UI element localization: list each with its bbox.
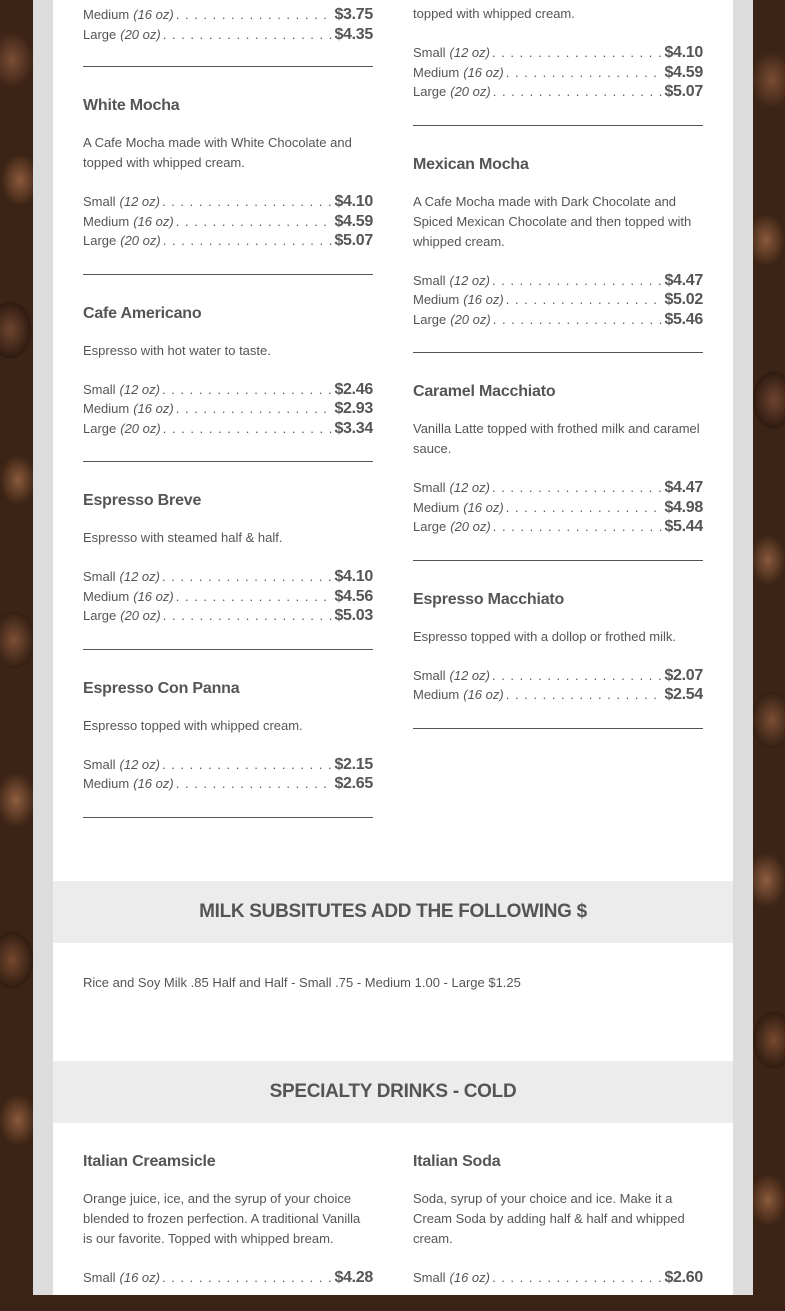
price-row: Small (16 oz) . . . $4.28: [83, 1269, 373, 1289]
price-amount: $2.46: [334, 380, 373, 398]
left-gutter: [33, 0, 53, 1295]
menu-item-title: Espresso Breve: [83, 492, 202, 509]
price-row: Small (12 oz) . . . $4.10: [83, 568, 373, 588]
price-row: Medium (16 oz) . . . $4.59: [83, 213, 373, 233]
price-row: Medium (16 oz) . . . $4.59: [413, 64, 703, 84]
price-amount: $4.35: [334, 25, 373, 43]
price-row: Large (20 oz) . . . $5.07: [83, 232, 373, 252]
menu-item-title: Espresso Macchiato: [413, 590, 565, 608]
menu-item-description: Espresso with hot water to taste.: [83, 342, 271, 358]
menu-item-title: White Mocha: [83, 97, 180, 114]
menu-item: [413, 591, 703, 729]
price-row: Large (20 oz) . . . $5.44: [413, 518, 703, 538]
milk-section-header: [53, 881, 733, 943]
price-amount: $2.60: [664, 1269, 703, 1286]
menu-item: [413, 1153, 703, 1311]
milk-section-text: Rice and Soy Milk .85 Half and Half - Small .75 - Medium 1.00 - Large $1.25: [83, 975, 521, 990]
price-row: Medium (16 oz) . . . $2.93: [83, 400, 373, 420]
price-amount: $4.10: [334, 568, 373, 585]
menu-item-description: topped with whipped cream.: [413, 6, 575, 21]
menu-column-left: [83, 6, 373, 818]
menu-item: [83, 97, 373, 275]
price-amount: $4.47: [664, 479, 703, 496]
price-row: Medium (16 oz) . . . $5.02: [413, 291, 703, 311]
price-row: Large (20 oz) . . . $5.03: [83, 607, 373, 627]
price-amount: $2.65: [334, 775, 373, 792]
menu-item-title: Caramel Macchiato: [413, 383, 556, 400]
price-amount: $5.02: [664, 291, 703, 308]
menu-item: [413, 383, 703, 561]
menu-column-right: [413, 6, 703, 729]
price-amount: $5.46: [664, 310, 703, 328]
menu-item: [83, 6, 373, 67]
menu-item: [83, 1153, 373, 1311]
price-amount: $5.03: [334, 607, 373, 624]
menu-item-description: Vanilla Latte topped with frothed milk and caramel sauce.: [413, 421, 700, 456]
price-amount: $4.10: [334, 193, 373, 210]
price-row: Small (16 oz) . . . $2.60: [413, 1269, 703, 1289]
price-amount: $2.54: [664, 686, 703, 703]
price-row: Medium (16 oz) . . . $3.75: [83, 6, 373, 26]
cold-column-right: [413, 1153, 703, 1311]
menu-item-description: Espresso with steamed half & half.: [83, 530, 283, 545]
cold-column-left: [83, 1153, 373, 1311]
cold-section-header: [53, 1061, 733, 1123]
menu-item-title: Italian Creamsicle: [83, 1153, 216, 1170]
menu-item: [413, 156, 703, 354]
price-amount: $2.93: [334, 400, 373, 417]
price-row: Medium (16 oz) . . . $2.54: [413, 686, 703, 706]
price-amount: $4.59: [334, 212, 373, 230]
price-amount: $3.75: [334, 6, 373, 23]
price-row: Small (12 oz) . . . $4.47: [413, 479, 703, 499]
price-amount: $4.10: [664, 44, 703, 61]
menu-item: [83, 305, 373, 463]
menu-item-title: Mexican Mocha: [413, 155, 529, 173]
price-amount: $3.34: [334, 419, 373, 437]
price-row: Medium (16 oz) . . . $4.98: [413, 499, 703, 519]
price-row: Large (20 oz) . . . $5.46: [413, 311, 703, 331]
price-amount: $4.98: [664, 498, 703, 516]
menu-item: [83, 492, 373, 650]
price-row: Medium (16 oz) . . . $4.56: [83, 588, 373, 608]
price-row: Small (12 oz) . . . $4.10: [83, 193, 373, 213]
price-amount: $4.56: [334, 587, 373, 605]
menu-item-title: Italian Soda: [413, 1153, 501, 1170]
menu-item-title: Cafe Americano: [83, 304, 202, 322]
price-amount: $2.15: [334, 755, 373, 773]
menu-item-title: Espresso Con Panna: [83, 679, 240, 697]
price-row: Small (12 oz) . . . $2.15: [83, 756, 373, 776]
price-row: Large (20 oz) . . . $4.35: [83, 26, 373, 46]
price-amount: $2.07: [664, 666, 703, 684]
price-row: Small (12 oz) . . . $4.10: [413, 44, 703, 64]
price-row: Small (12 oz) . . . $4.47: [413, 272, 703, 292]
price-amount: $4.28: [334, 1269, 373, 1286]
price-row: Small (12 oz) . . . $2.07: [413, 667, 703, 687]
price-amount: $5.07: [334, 232, 373, 249]
price-amount: $5.07: [664, 83, 703, 100]
menu-panel: [53, 0, 733, 1295]
section-title: SPECIALTY DRINKS - COLD: [269, 1081, 517, 1102]
price-row: Large (20 oz) . . . $5.07: [413, 83, 703, 103]
price-amount: $5.44: [664, 518, 703, 535]
menu-item-description: A Cafe Mocha made with Dark Chocolate and Spiced Mexican Chocolate and then topped with whipped cream.: [413, 193, 692, 249]
section-title: MILK SUBSITUTES ADD THE FOLLOWING $: [199, 901, 587, 922]
menu-item-description: Espresso topped with whipped cream.: [83, 717, 303, 733]
price-amount: $4.59: [664, 63, 703, 81]
menu-item-description: Soda, syrup of your choice and ice. Make it a Cream Soda by adding half & half and whipped cream.: [413, 1191, 685, 1246]
menu-item: [413, 4, 703, 126]
menu-item-description: Espresso topped with a dollop or frothed milk.: [413, 628, 677, 644]
menu-item-description: A Cafe Mocha made with White Chocolate and topped with whipped cream.: [83, 135, 352, 170]
price-amount: $4.47: [664, 271, 703, 289]
menu-item-description: Orange juice, ice, and the syrup of your choice blended to frozen perfection. A traditional Vanilla is our favorite. Topped with whipped bream.: [83, 1191, 361, 1246]
price-row: Medium (16 oz) . . . $2.65: [83, 775, 373, 795]
price-row: Small (12 oz) . . . $2.46: [83, 381, 373, 401]
price-row: Large (20 oz) . . . $3.34: [83, 420, 373, 440]
right-gutter: [733, 0, 753, 1295]
menu-item: [83, 680, 373, 818]
